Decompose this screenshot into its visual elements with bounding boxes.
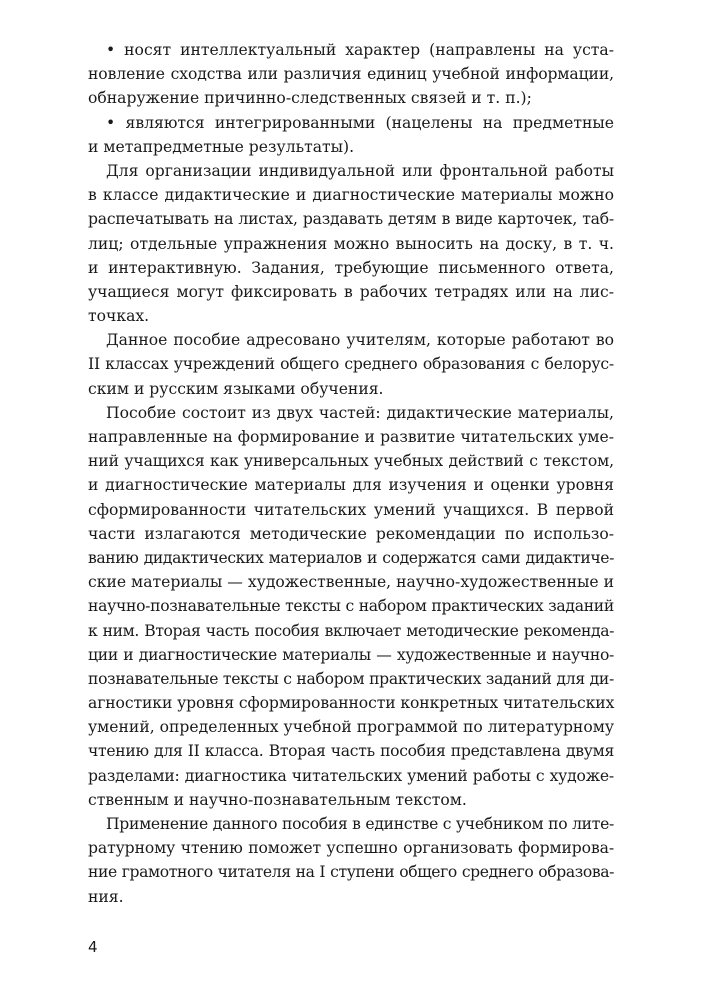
text-line: • носят интеллектуальный характер (направлены на уста-: [106, 41, 614, 59]
text-line: ским и русским языками обучения.: [88, 379, 384, 398]
text-line: Применение данного пособия в единстве с учебником по лите-: [106, 815, 614, 833]
text-line: и интерактивную. Задания, требующие письменного ответа,: [88, 258, 614, 277]
text-line: научно-познавательные тексты с набором практических заданий: [88, 597, 614, 616]
text-line: лиц; отдельные упражнения можно выносить на доску, в т. ч.: [88, 234, 614, 253]
text-line: агностики уровня сформированности конкретных читательских: [88, 694, 615, 713]
text-line: ния.: [88, 887, 124, 906]
text-line: в классе дидактические и диагностические материалы можно: [88, 186, 614, 205]
body-text: [88, 38, 614, 909]
text-line: разделами: диагностика читательских умений работы с художе-: [88, 766, 614, 785]
text-line: точках.: [88, 307, 150, 326]
text-line: направленные на формирование и развитие читательских уме-: [88, 428, 614, 446]
text-line: учащиеся могут фиксировать в рабочих тетрадях или на лис-: [88, 282, 614, 301]
text-line: Пособие состоит из двух частей: дидактические материалы,: [106, 403, 614, 422]
text-line: обнаружение причинно-следственных связей и т. п.);: [88, 89, 532, 108]
text-line: сформированности читательских умений учащихся. В первой: [88, 500, 614, 519]
text-line: умений, определенных учебной программой по литературному: [88, 718, 615, 737]
text-line: познавательные тексты с набором практических заданий для ди-: [88, 669, 614, 688]
text-line: ции и диагностические материалы — художественные и научно-: [88, 645, 614, 664]
text-line: ний учащихся как универсальных учебных действий с текстом,: [88, 452, 614, 471]
text-line: новление сходства или различия единиц учебной информации,: [88, 65, 614, 84]
text-line: ственным и научно-познавательным текстом.: [88, 790, 467, 809]
text-line: распечатывать на листах, раздавать детям в виде карточек, таб-: [88, 210, 614, 229]
text-line: ратурному чтению поможет успешно организовать формирова-: [88, 839, 614, 858]
page-number: 4: [88, 938, 98, 956]
text-line: II классах учреждений общего среднего образования с белорус-: [88, 355, 614, 374]
text-line: ванию дидактических материалов и содержатся сами дидактиче-: [88, 548, 614, 567]
text-line: ние грамотного читателя на I ступени общего среднего образова-: [88, 863, 614, 882]
text-line: ские материалы — художественные, научно-художественные и: [88, 573, 614, 592]
text-line: чтению для II класса. Вторая часть пособия представлена двумя: [88, 742, 614, 761]
text-line: части излагаются методические рекомендации по использо-: [88, 524, 614, 543]
text-line: и метапредметные результаты).: [88, 137, 355, 156]
text-line: и диагностические материалы для изучения и оценки уровня: [88, 476, 614, 495]
text-line: Для организации индивидуальной или фронтальной работы: [106, 161, 614, 180]
text-line: к ним. Вторая часть пособия включает методические рекоменда-: [88, 621, 614, 640]
text-line: • являются интегрированными (нацелены на предметные: [106, 113, 614, 132]
text-line: Данное пособие адресовано учителям, которые работают во: [106, 331, 614, 350]
